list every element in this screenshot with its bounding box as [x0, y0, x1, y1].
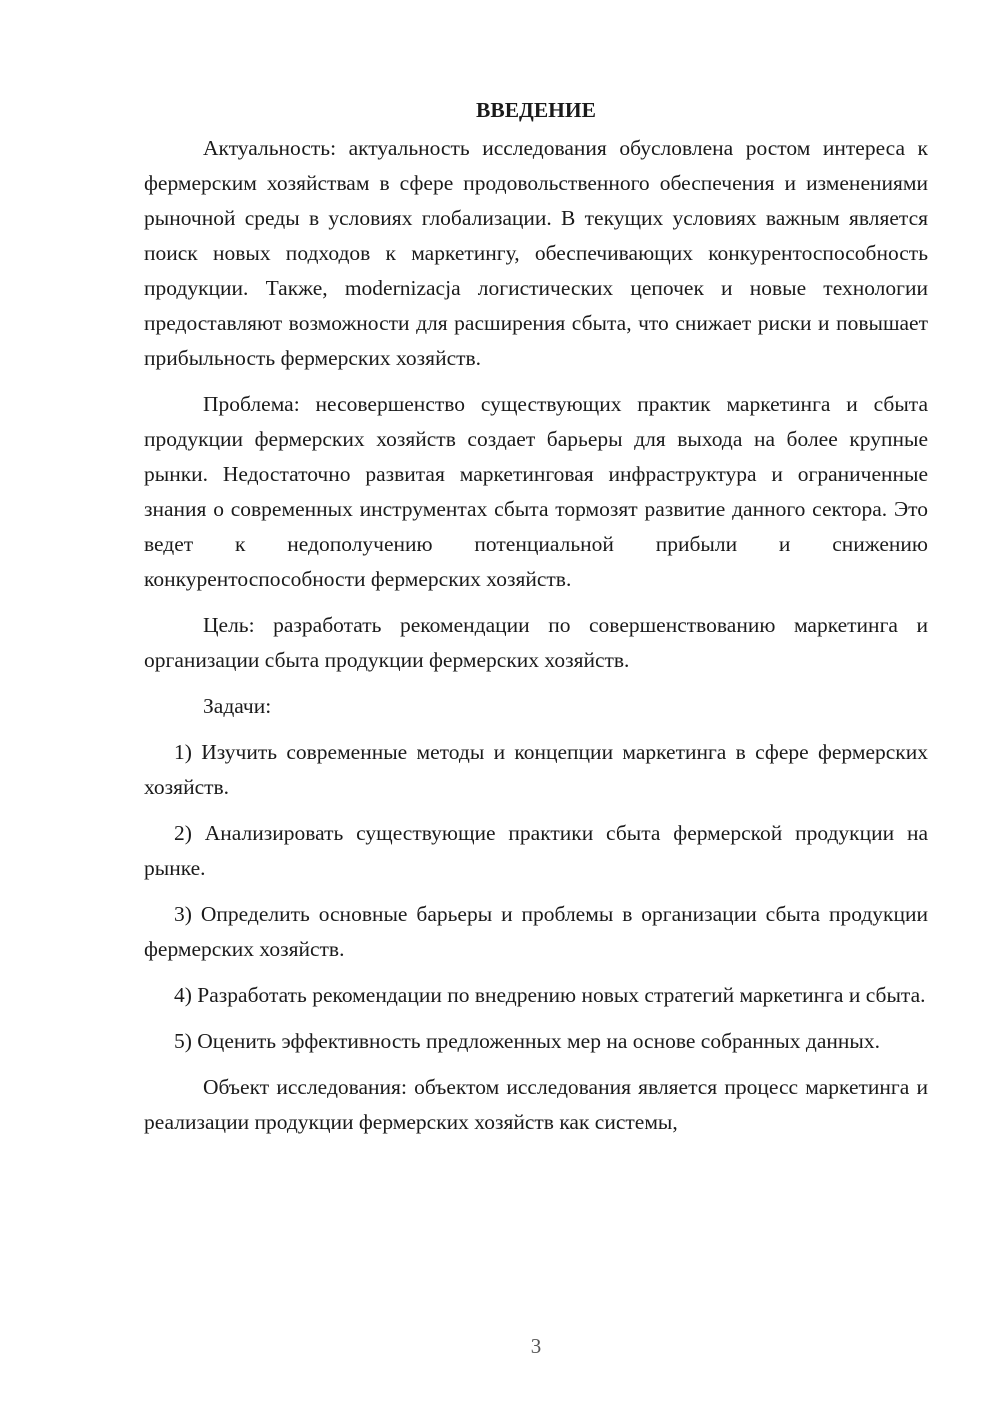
task-item-1: 1) Изучить современные методы и концепции маркетинга в сфере фермерских хозяйств. — [144, 740, 928, 799]
paragraph-goal: Цель: разработать рекомендации по совершенствованию маркетинга и организации сбыта продукции фермерских хозяйств. — [144, 613, 928, 672]
task-item-4: 4) Разработать рекомендации по внедрению новых стратегий маркетинга и сбыта. — [174, 983, 926, 1007]
tasks-heading: Задачи: — [203, 694, 272, 718]
task-item-2: 2) Анализировать существующие практики сбыта фермерской продукции на рынке. — [144, 821, 928, 880]
task-item-3: 3) Определить основные барьеры и проблемы в организации сбыта продукции фермерских хозяйств. — [144, 902, 928, 961]
paragraph-object: Объект исследования: объектом исследования является процесс маркетинга и реализации продукции фермерских хозяйств как системы, — [144, 1075, 928, 1134]
paragraph-relevance: Актуальность: актуальность исследования обусловлена ростом интереса к фермерским хозяйствам в сфере продовольственного обеспечения и изменениями рыночной среды в условиях глобализации. В текущих условиях важным является поиск новых подходов к маркетингу, обеспечивающих конкурентоспособность продукции. Также, modernizacja логистических цепочек и новые технологии предоставляют возможности для расширения сбыта, что снижает риски и повышает прибыльность фермерских хозяйств. — [144, 136, 928, 370]
task-item-5: 5) Оценить эффективность предложенных мер на основе собранных данных. — [174, 1029, 880, 1053]
page-title: ВВЕДЕНИЕ — [476, 98, 596, 122]
page-number: 3 — [530, 1334, 542, 1358]
paragraph-problem: Проблема: несовершенство существующих практик маркетинга и сбыта продукции фермерских хозяйств создает барьеры для выхода на более крупные рынки. Недостаточно развитая маркетинговая инфраструктура и ограниченные знания о современных инструментах сбыта тормозят развитие данного сектора. Это ведет к недополучению потенциальной прибыли и снижению конкурентоспособности фермерских хозяйств. — [144, 392, 928, 591]
document-page — [144, 93, 928, 1151]
